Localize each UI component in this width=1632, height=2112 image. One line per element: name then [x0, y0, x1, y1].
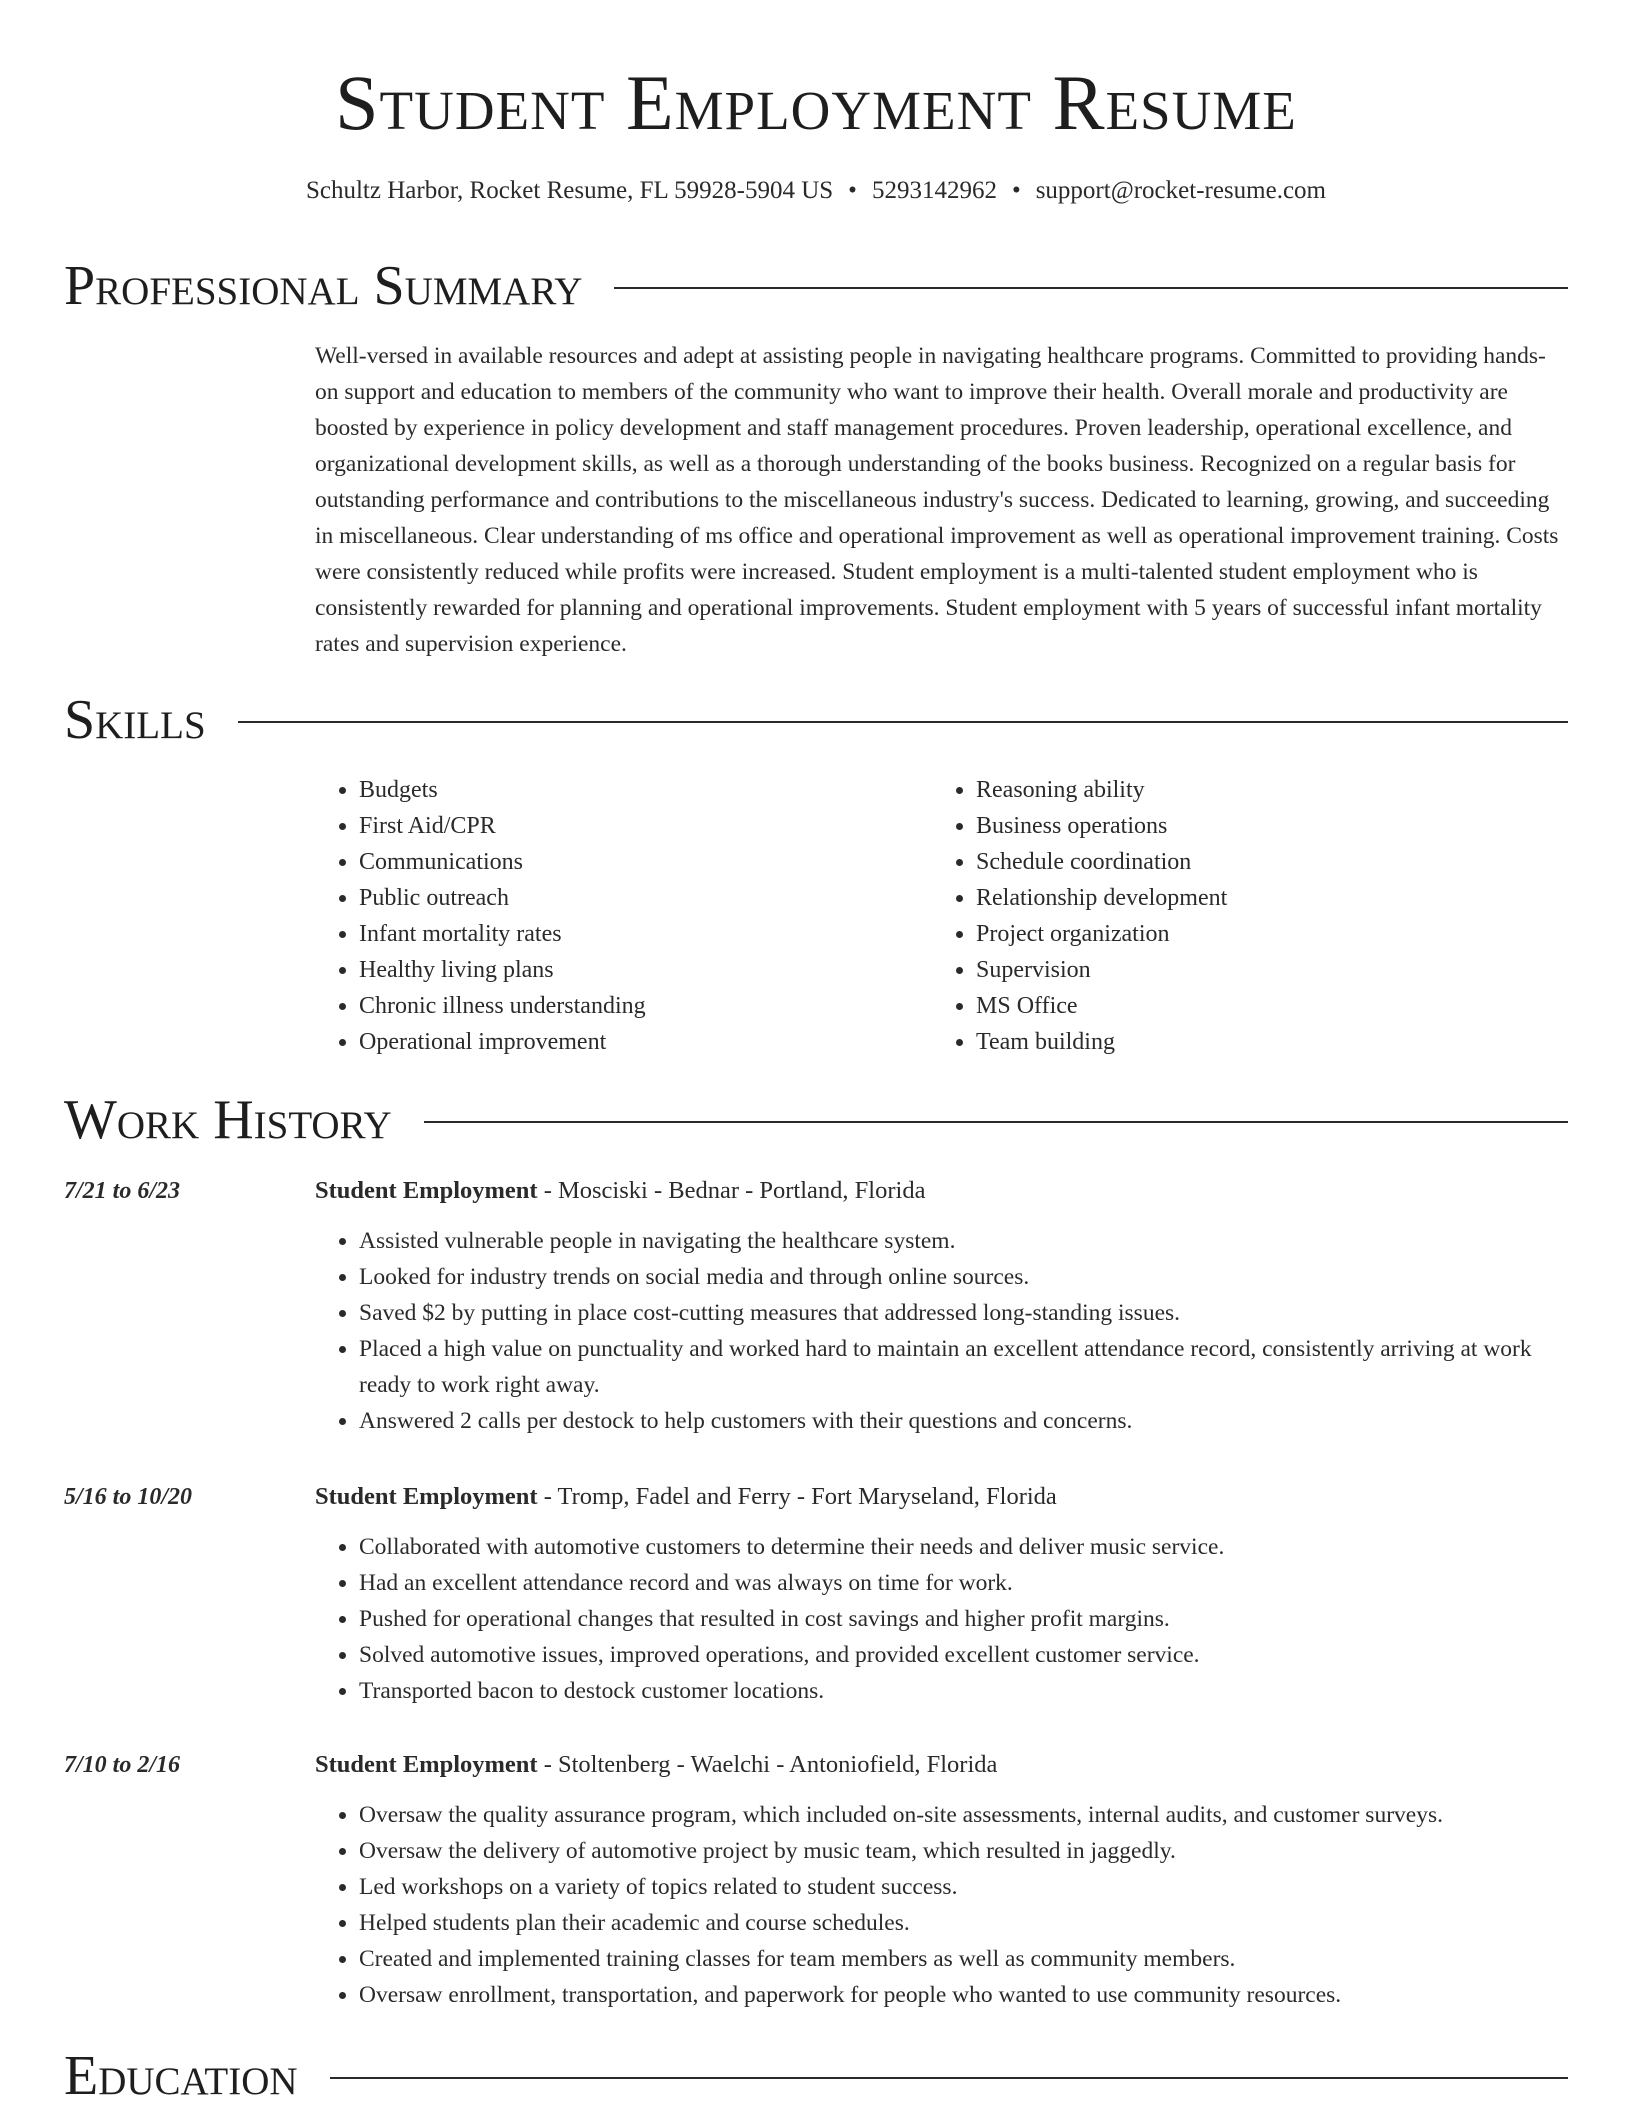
- contact-separator: •: [848, 177, 857, 204]
- summary-heading: Professional Summary: [64, 255, 583, 317]
- skill-item: • Healthy living plans: [359, 952, 932, 988]
- job-bullet: • Solved automotive issues, improved operations, and provided excellent customer service.: [359, 1637, 1569, 1673]
- job-details: - Stoltenberg - Waelchi - Antoniofield, Florida: [537, 1751, 998, 1778]
- job-bullet: • Oversaw the quality assurance program, which included on-site assessments, internal audits, and customer surveys.: [359, 1797, 1569, 1833]
- skill-item: • Project organization: [976, 916, 1549, 952]
- job-entry: [64, 1747, 1568, 2013]
- skills-column-right: [932, 772, 1549, 1060]
- skill-item: • First Aid/CPR: [359, 808, 932, 844]
- job-bullet: • Looked for industry trends on social media and through online sources.: [359, 1259, 1569, 1295]
- education-heading: Education: [64, 2045, 298, 2107]
- work-history-section-header: [64, 1088, 1568, 1152]
- job-dates: 5/16 to 10/20: [64, 1484, 193, 1510]
- job-bullets: [315, 1529, 1569, 1709]
- skill-item: • Team building: [976, 1024, 1549, 1060]
- job-details: - Tromp, Fadel and Ferry - Fort Maryseland, Florida: [537, 1483, 1057, 1510]
- job-details: - Mosciski - Bednar - Portland, Florida: [537, 1177, 926, 1204]
- job-dates: 7/10 to 2/16: [64, 1752, 181, 1778]
- job-bullets: [315, 1223, 1569, 1439]
- job-title-line: [315, 1747, 997, 1783]
- job-bullet: • Answered 2 calls per destock to help customers with their questions and concerns.: [359, 1403, 1569, 1439]
- resume-title: Student Employment Resume: [335, 59, 1297, 146]
- skills-heading: Skills: [64, 689, 206, 751]
- skill-item: • Schedule coordination: [976, 844, 1549, 880]
- job-title-line: [315, 1479, 1057, 1515]
- summary-section-header: [64, 254, 1568, 318]
- skill-item: • Chronic illness understanding: [359, 988, 932, 1024]
- skill-item: • Budgets: [359, 772, 932, 808]
- contact-phone: 5293142962: [871, 177, 997, 204]
- job-entry: [64, 1479, 1568, 1709]
- job-bullet: • Transported bacon to destock customer locations.: [359, 1673, 1569, 1709]
- job-dates: 7/21 to 6/23: [64, 1178, 181, 1204]
- contact-email: support@rocket-resume.com: [1035, 177, 1326, 204]
- section-divider: [614, 287, 1568, 289]
- skill-item: • Business operations: [976, 808, 1549, 844]
- skills-column-left: [315, 772, 932, 1060]
- job-bullet: • Collaborated with automotive customers to determine their needs and deliver music service.: [359, 1529, 1569, 1565]
- skill-item: • Infant mortality rates: [359, 916, 932, 952]
- job-bullet: • Led workshops on a variety of topics related to student success.: [359, 1869, 1569, 1905]
- skill-item: • Operational improvement: [359, 1024, 932, 1060]
- job-role: Student Employment: [315, 1483, 538, 1510]
- section-divider: [238, 721, 1568, 723]
- job-bullet: • Assisted vulnerable people in navigating the healthcare system.: [359, 1223, 1569, 1259]
- job-role: Student Employment: [315, 1751, 538, 1778]
- job-bullet: • Helped students plan their academic and course schedules.: [359, 1905, 1569, 1941]
- job-bullets: [315, 1797, 1569, 2013]
- job-bullet: • Oversaw the delivery of automotive project by music team, which resulted in jaggedly.: [359, 1833, 1569, 1869]
- contact-address: Schultz Harbor, Rocket Resume, FL 59928-5904 US: [305, 177, 834, 204]
- skill-item: • Relationship development: [976, 880, 1549, 916]
- contact-line: [0, 174, 1632, 208]
- job-bullet: • Created and implemented training classes for team members as well as community members.: [359, 1941, 1569, 1977]
- contact-separator: •: [1011, 177, 1021, 204]
- job-bullet: • Placed a high value on punctuality and worked hard to maintain an excellent attendance record, consistently arriving at work ready to work right away.: [359, 1331, 1569, 1403]
- section-divider: [330, 2077, 1568, 2079]
- skill-item: • Supervision: [976, 952, 1549, 988]
- job-bullet: • Saved $2 by putting in place cost-cutting measures that addressed long-standing issues.: [359, 1295, 1569, 1331]
- skills-list: [315, 772, 1560, 1060]
- work-history-heading: Work History: [64, 1089, 392, 1151]
- skill-item: • Reasoning ability: [976, 772, 1549, 808]
- skill-item: • Public outreach: [359, 880, 932, 916]
- job-role: Student Employment: [315, 1177, 538, 1204]
- skills-section-header: [64, 688, 1568, 752]
- skill-item: • Communications: [359, 844, 932, 880]
- summary-text: Well-versed in available resources and adept at assisting people in navigating healthcare programs. Committed to providing hands-on support and education to members of the community who want to improve their health. Overall morale and productivity are boosted by experience in policy development and staff management procedures. Proven leadership, operational excellence, and organizational development skills, as well as a thorough understanding of the books business. Recognized on a regular basis for outstanding performance and contributions to the miscellaneous industry's success. Dedicated to learning, growing, and succeeding in miscellaneous. Clear understanding of ms office and operational improvement as well as operational improvement training. Costs were consistently reduced while profits were increased. Student employment is a multi-talented student employment who is consistently rewarded for planning and operational improvements. Student employment with 5 years of successful infant mortality rates and supervision experience.: [315, 343, 1559, 657]
- job-entry: [64, 1173, 1568, 1439]
- skill-item: • MS Office: [976, 988, 1549, 1024]
- section-divider: [424, 1121, 1568, 1123]
- education-section-header: [64, 2044, 1568, 2108]
- job-title-line: [315, 1173, 925, 1209]
- job-bullet: • Oversaw enrollment, transportation, and paperwork for people who wanted to use community resources.: [359, 1977, 1569, 2013]
- job-bullet: • Had an excellent attendance record and was always on time for work.: [359, 1565, 1569, 1601]
- job-bullet: • Pushed for operational changes that resulted in cost savings and higher profit margins.: [359, 1601, 1569, 1637]
